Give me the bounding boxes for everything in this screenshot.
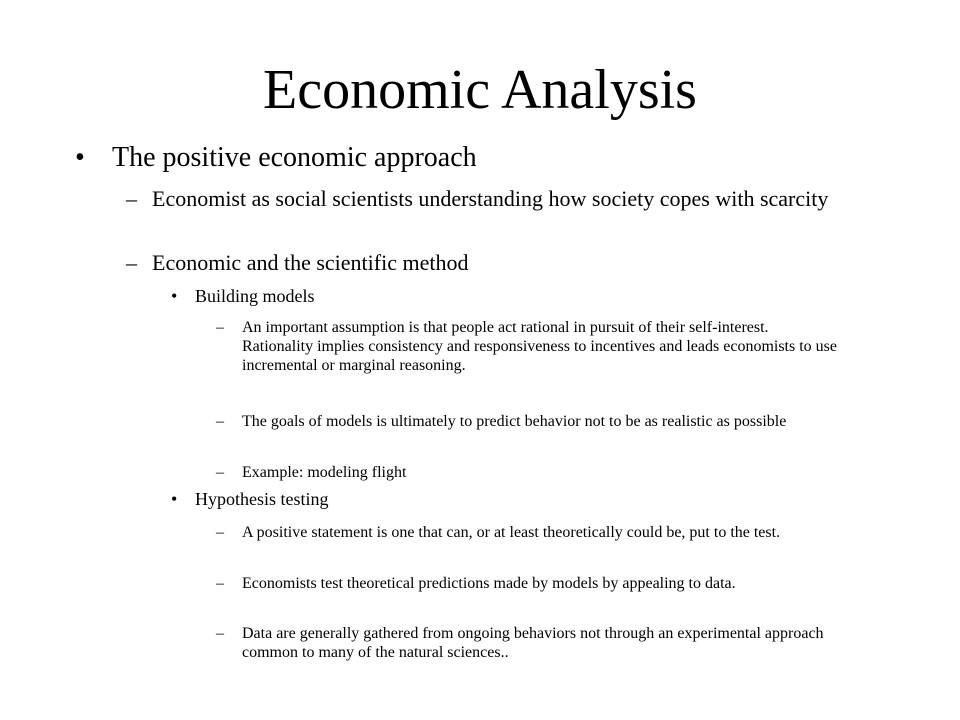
sub-sub-bullet-text: Hypothesis testing	[195, 489, 329, 509]
dash-marker: –	[126, 186, 137, 211]
bullet-marker: •	[75, 142, 85, 173]
bullet-text: The positive economic approach	[112, 142, 477, 173]
dash-marker: –	[216, 464, 224, 481]
bullet-marker: •	[171, 489, 178, 509]
slide-title: Economic Analysis	[263, 59, 697, 121]
dash-marker: –	[216, 575, 224, 592]
detail-text: Example: modeling flight	[242, 464, 407, 481]
dash-marker: –	[126, 250, 137, 275]
detail-text: Data are generally gathered from ongoing behaviors not through an experimental approach common to many of the natural sciences..	[242, 625, 824, 661]
bullet-marker: •	[171, 286, 178, 306]
sub-bullet-text: Economist as social scientists understanding how society copes with scarcity	[152, 186, 829, 211]
dash-marker: –	[216, 413, 224, 430]
sub-bullet-text: Economic and the scientific method	[152, 250, 469, 275]
detail-text: The goals of models is ultimately to predict behavior not to be as realistic as possible	[242, 413, 787, 430]
dash-marker: –	[216, 524, 224, 541]
detail-text: A positive statement is one that can, or at least theoretically could be, put to the test.	[242, 524, 781, 541]
sub-sub-bullet-text: Building models	[195, 286, 315, 306]
dash-marker: –	[216, 625, 224, 642]
detail-text: An important assumption is that people act rational in pursuit of their self-interest. Rationality implies consistency and responsiveness to incentives and leads economists to use incremental or marginal reasoning.	[242, 319, 837, 374]
detail-text: Economists test theoretical predictions made by models by appealing to data.	[242, 575, 736, 592]
dash-marker: –	[216, 319, 224, 336]
